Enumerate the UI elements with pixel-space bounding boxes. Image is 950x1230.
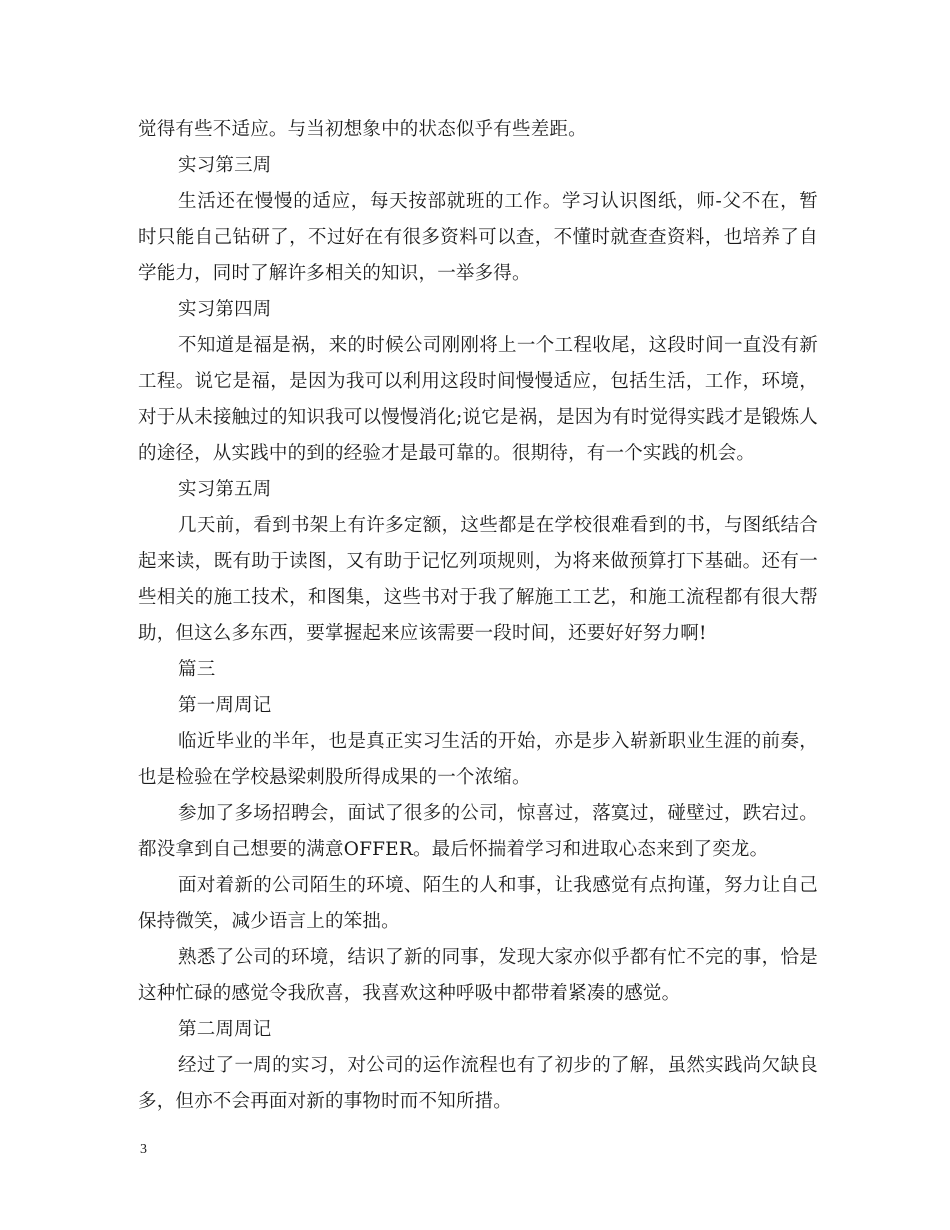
document-body: [138, 112, 818, 1120]
paragraph: 面对着新的公司陌生的环境、陌生的人和事，让我感觉有点拘谨，努力让自己保持微笑，减少语言上的笨拙。: [138, 875, 818, 932]
section-heading: 第二周周记: [178, 1019, 272, 1040]
part-heading: 篇三: [178, 659, 216, 680]
section-heading: 第一周周记: [178, 695, 272, 716]
section-heading: 实习第五周: [178, 479, 272, 500]
paragraph: 临近毕业的半年，也是真正实习生活的开始，亦是步入崭新职业生涯的前奏，也是检验在学校悬梁刺股所得成果的一个浓缩。: [138, 731, 818, 788]
paragraph: 经过了一周的实习，对公司的运作流程也有了初步的了解，虽然实践尚欠缺良多，但亦不会再面对新的事物时而不知所措。: [138, 1055, 818, 1112]
paragraph: 几天前，看到书架上有许多定额，这些都是在学校很难看到的书，与图纸结合起来读，既有助于读图，又有助于记忆列项规则，为将来做预算打下基础。还有一些相关的施工技术，和图集，这些书对于我了解施工工艺，和施工流程都有很大帮助，但这么多东西，要掌握起来应该需要一段时间，还要好好努力啊!: [138, 515, 818, 644]
section-heading: 实习第三周: [178, 155, 272, 176]
paragraph: 参加了多场招聘会，面试了很多的公司，惊喜过，落寞过，碰壁过，跌宕过。都没拿到自己想要的满意OFFER。最后怀揣着学习和进取心态来到了奕龙。: [138, 803, 818, 860]
paragraph: 熟悉了公司的环境，结识了新的同事，发现大家亦似乎都有忙不完的事，恰是这种忙碌的感觉令我欣喜，我喜欢这种呼吸中都带着紧凑的感觉。: [138, 947, 818, 1004]
paragraph: 生活还在慢慢的适应，每天按部就班的工作。学习认识图纸，师-父不在，暂时只能自己钻研了，不过好在有很多资料可以查，不懂时就查查资料，也培养了自学能力，同时了解许多相关的知识，一举多得。: [138, 191, 818, 284]
page-number: 3: [140, 1142, 147, 1157]
paragraph: 觉得有些不适应。与当初想象中的状态似乎有些差距。: [138, 119, 587, 140]
section-heading: 实习第四周: [178, 299, 272, 320]
paragraph: 不知道是福是祸，来的时候公司刚刚将上一个工程收尾，这段时间一直没有新工程。说它是福，是因为我可以利用这段时间慢慢适应，包括生活，工作，环境，对于从未接触过的知识我可以慢慢消化;说它是祸，是因为有时觉得实践才是锻炼人的途径，从实践中的到的经验才是最可靠的。很期待，有一个实践的机会。: [138, 335, 818, 464]
